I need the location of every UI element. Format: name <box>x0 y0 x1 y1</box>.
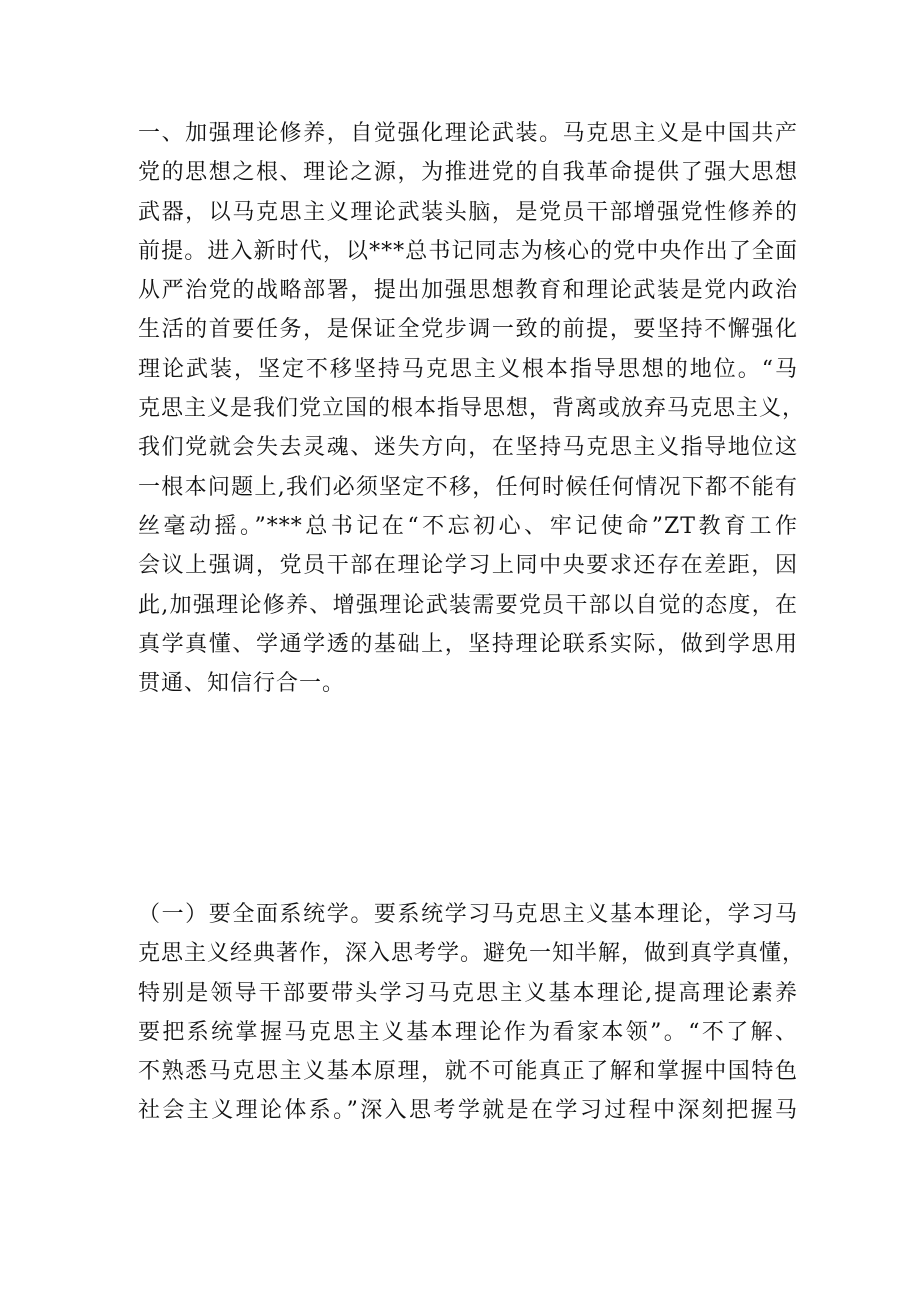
text-line: 特别是领导干部要带头学习马克思主义基本理论,提高理论素养 <box>138 980 798 1006</box>
text-line: 社会主义理论体系。”深入思考学就是在学习过程中深刻把握马 <box>138 1098 798 1124</box>
text-line: 克思主义是我们党立国的根本指导思想，背离或放弃马克思主义， <box>138 396 806 422</box>
text-line: 此,加强理论修养、增强理论武装需要党员干部以自觉的态度，在 <box>138 592 798 618</box>
text-line: 不熟悉马克思主义基本原理，就不可能真正了解和掌握中国特色 <box>138 1059 798 1085</box>
text-line: 克思主义经典著作，深入思考学。避免一知半解，做到真学真懂， <box>138 941 806 967</box>
text-line: （一）要全面系统学。要系统学习马克思主义基本理论，学习马 <box>138 902 798 927</box>
text-line: 前提。进入新时代，以***总书记同志为核心的党中央作出了全面 <box>138 238 798 264</box>
text-line: 真学真懂、学通学透的基础上，坚持理论联系实际，做到学思用 <box>138 631 798 657</box>
text-line: 丝毫动摇。”***总书记在“不忘初心、牢记使命”ZT教育工作 <box>138 513 798 539</box>
text-line: 生活的首要任务，是保证全党步调一致的前提，要坚持不懈强化 <box>138 317 798 343</box>
text-line: 武器，以马克思主义理论武装头脑，是党员干部增强党性修养的 <box>138 199 798 225</box>
text-line: 一、加强理论修养，自觉强化理论武装。马克思主义是中国共产 <box>138 121 798 146</box>
text-line: 会议上强调，党员干部在理论学习上同中央要求还存在差距，因 <box>138 553 798 579</box>
text-line: 理论武装，坚定不移坚持马克思主义根本指导思想的地位。“马 <box>138 356 798 382</box>
paragraph-theory-cultivation <box>138 114 806 703</box>
text-line: 党的思想之根、理论之源，为推进党的自我革命提供了强大思想 <box>138 160 798 186</box>
text-line: 贯通、知信行合一。 <box>138 671 346 697</box>
text-line: 我们党就会失去灵魂、迷失方向，在坚持马克思主义指导地位这 <box>138 435 798 461</box>
text-line: 要把系统掌握马克思主义基本理论作为看家本领”。“不了解、 <box>138 1019 798 1045</box>
text-line: 一根本问题上,我们必须坚定不移，任何时候任何情况下都不能有 <box>138 474 798 500</box>
paragraph-systematic-study <box>138 895 806 1131</box>
text-line: 从严治党的战略部署，提出加强思想教育和理论武装是党内政治 <box>138 278 798 304</box>
